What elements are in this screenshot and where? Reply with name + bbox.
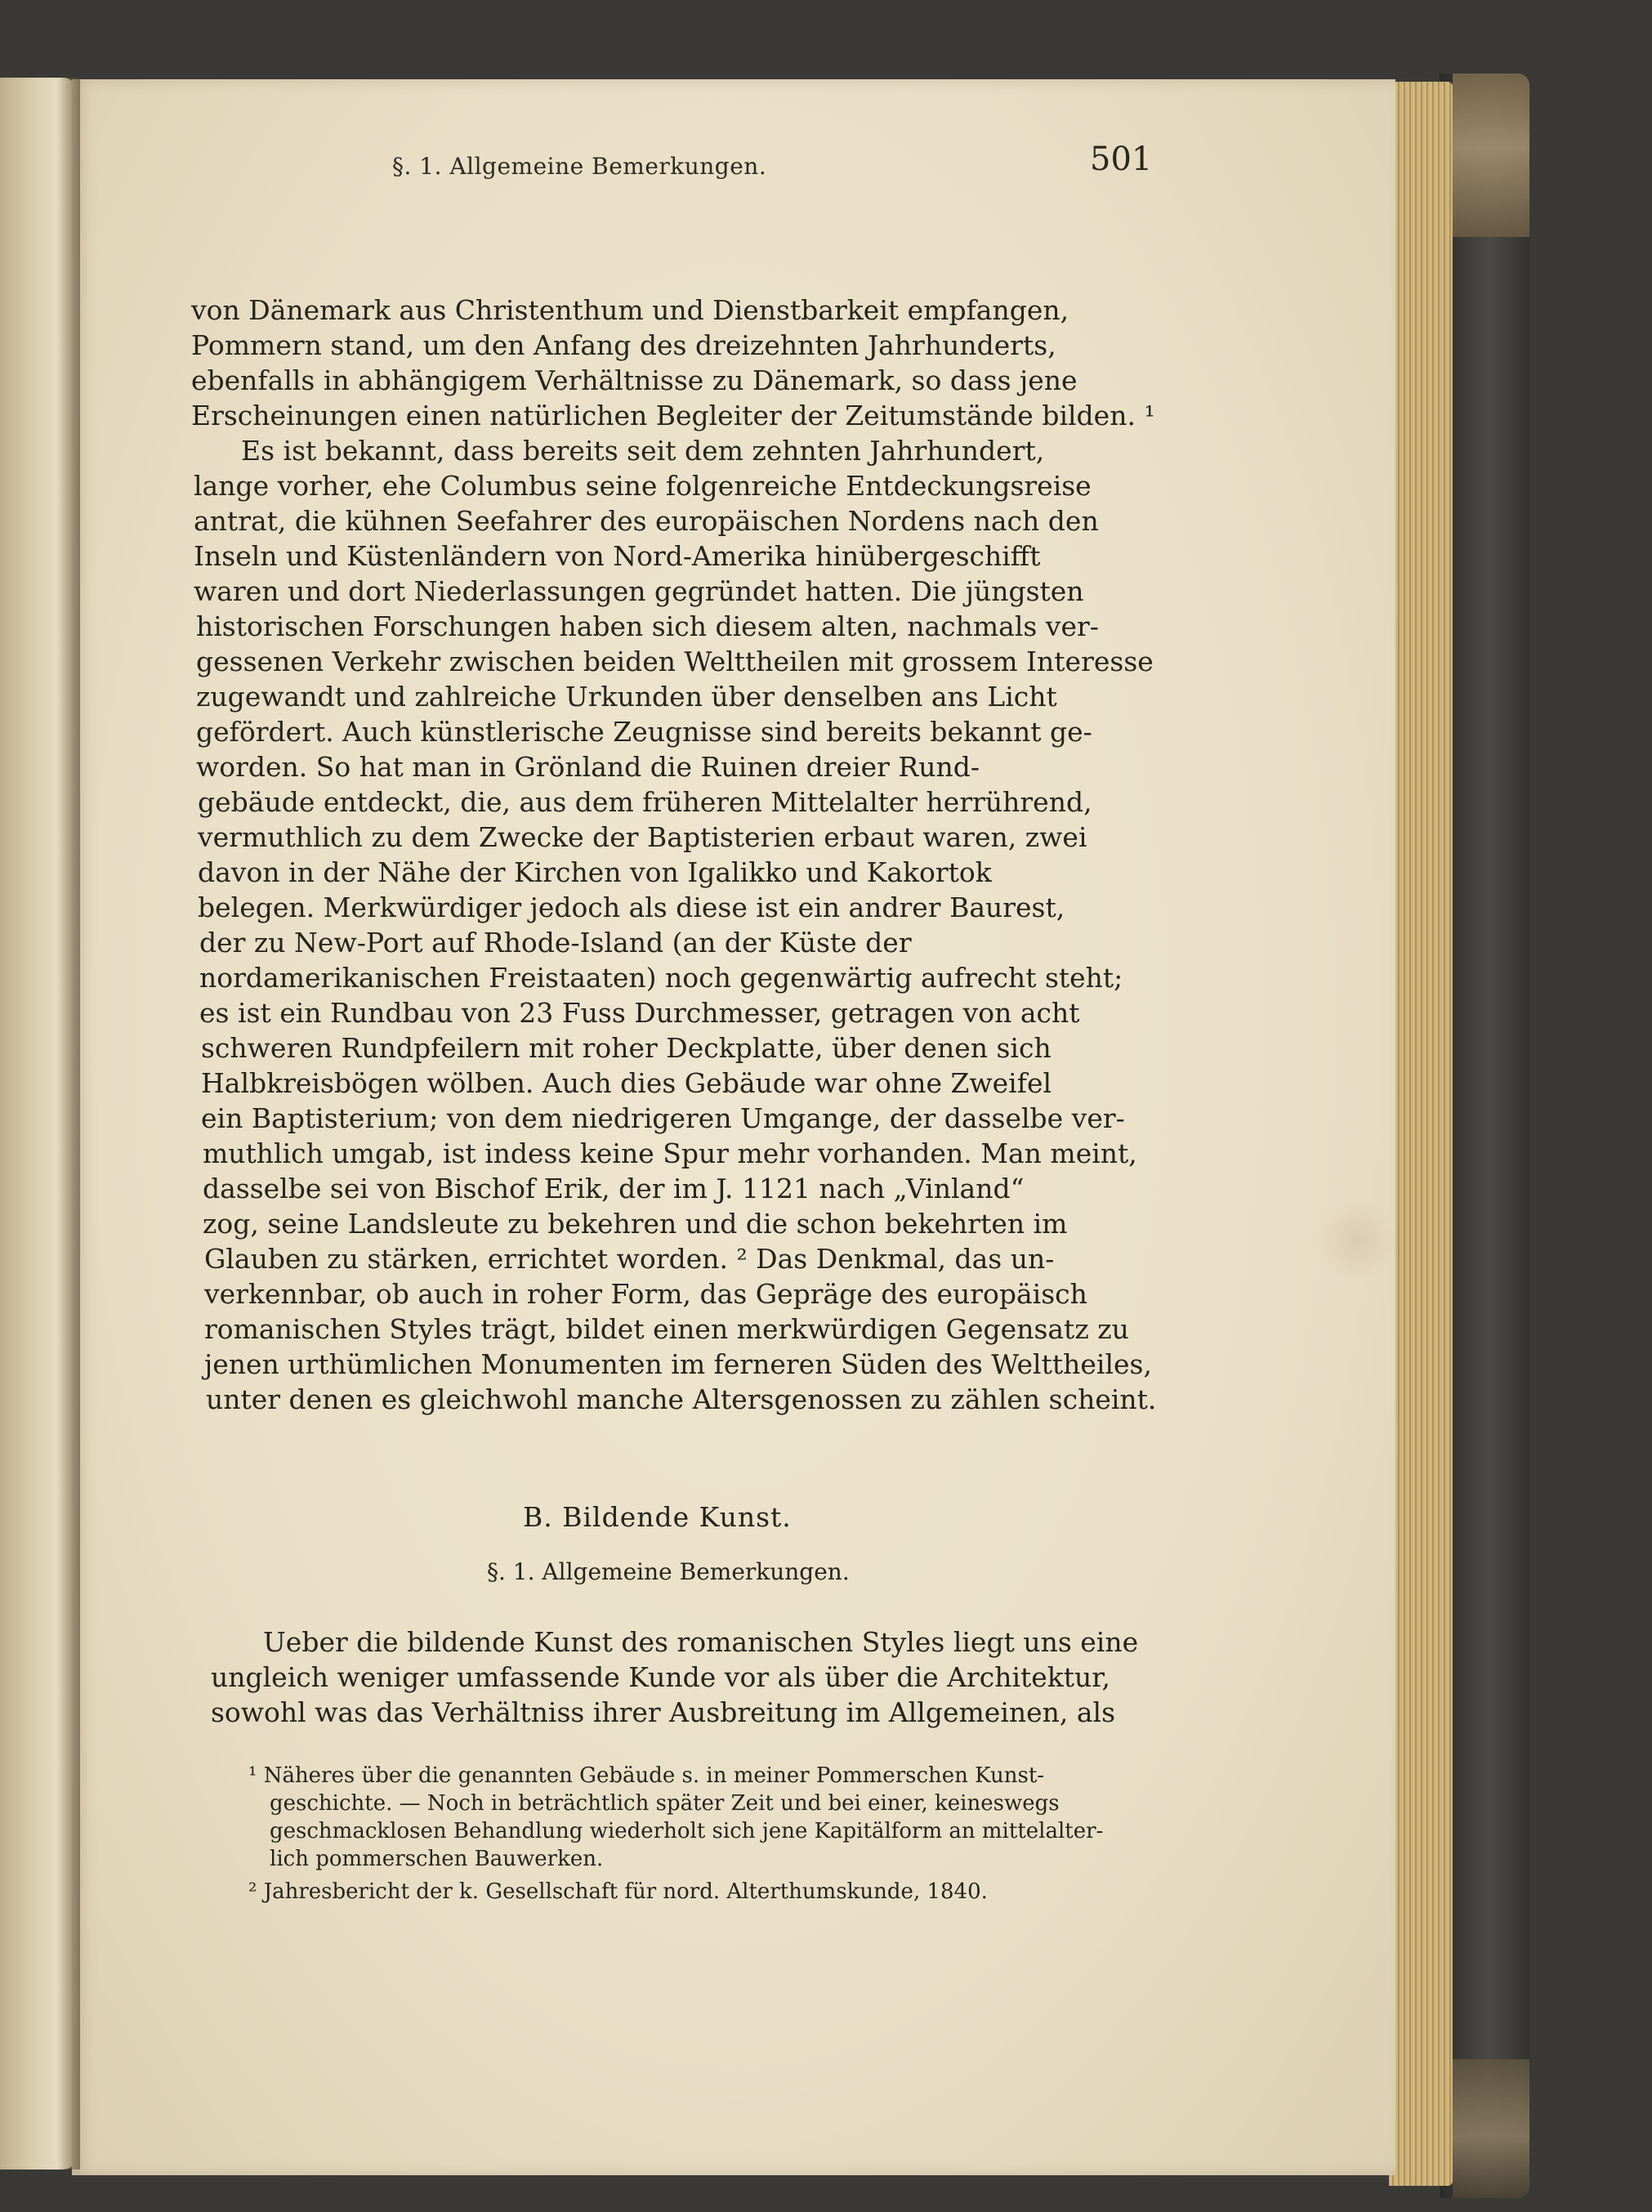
footnote-line: geschichte. — Noch in beträchtlich später Zeit und bei einer, keineswegs [270, 1791, 1060, 1816]
body-line: davon in der Nähe der Kirchen von Igalikko und Kakortok [198, 856, 992, 888]
body-line: romanischen Styles trägt, bildet einen merkwürdigen Gegensatz zu [204, 1313, 1129, 1345]
body-line: Glauben zu stärken, errichtet worden. ² Das Denkmal, das un- [204, 1243, 1055, 1275]
body-line: Es ist bekannt, dass bereits seit dem zehnten Jahrhundert, [241, 435, 1045, 467]
page-number: 501 [1090, 141, 1153, 178]
cover-corner-top [1453, 74, 1529, 237]
body-line: antrat, die kühnen Seefahrer des europäischen Nordens nach den [194, 505, 1099, 537]
body-line: unter denen es gleichwohl manche Altersgenossen zu zählen scheint. [206, 1383, 1157, 1415]
book-gutter [57, 78, 80, 2170]
body-line: belegen. Merkwürdiger jedoch als diese ist ein andrer Baurest, [198, 892, 1065, 923]
body-line: verkennbar, ob auch in roher Form, das Gepräge des europäisch [204, 1278, 1087, 1310]
footnote-line: lich pommerschen Bauwerken. [270, 1847, 604, 1871]
body-line: Erscheinungen einen natürlichen Begleiter der Zeitumstände bilden. ¹ [191, 400, 1155, 431]
body-line: lange vorher, ehe Columbus seine folgenreiche Entdeckungsreise [194, 470, 1092, 502]
body-line: ebenfalls in abhängigem Verhältnisse zu Dänemark, so dass jene [191, 364, 1078, 396]
body-line: gefördert. Auch künstlerische Zeugnisse sind bereits bekannt ge- [196, 716, 1092, 748]
body-line: nordamerikanischen Freistaaten) noch gegenwärtig aufrecht steht; [199, 962, 1123, 994]
section-line: sowohl was das Verhältniss ihrer Ausbreitung im Allgemeinen, als [211, 1696, 1116, 1728]
body-line: historischen Forschungen haben sich diesem alten, nachmals ver- [196, 610, 1099, 642]
body-line: muthlich umgab, ist indess keine Spur mehr vorhanden. Man meint, [203, 1137, 1137, 1169]
body-line: waren und dort Niederlassungen gegründet hatten. Die jüngsten [194, 575, 1084, 607]
body-line: jenen urthümlichen Monumenten im ferneren Süden des Welttheiles, [204, 1348, 1152, 1380]
body-line: zog, seine Landsleute zu bekehren und die schon bekehrten im [203, 1208, 1068, 1240]
body-line: worden. So hat man in Grönland die Ruinen dreier Rund- [196, 751, 980, 783]
section-line: Ueber die bildende Kunst des romanischen Styles liegt uns eine [263, 1626, 1139, 1658]
book-cover [1440, 74, 1529, 2198]
running-title: §. 1. Allgemeine Bemerkungen. [392, 153, 767, 180]
subsection-heading: §. 1. Allgemeine Bemerkungen. [487, 1558, 850, 1585]
body-line: Halbkreisbögen wölben. Auch dies Gebäude war ohne Zweifel [201, 1067, 1052, 1099]
footnote-line: ¹ Näheres über die genannten Gebäude s. in meiner Pommerschen Kunst- [248, 1763, 1045, 1788]
section-heading: B. Bildende Kunst. [523, 1501, 792, 1533]
body-line: Pommern stand, um den Anfang des dreizehnten Jahrhunderts, [191, 329, 1056, 361]
body-line: vermuthlich zu dem Zwecke der Baptisterien erbaut waren, zwei [198, 821, 1087, 853]
page-edges [1389, 82, 1453, 2186]
footnote-line: ² Jahresbericht der k. Gesellschaft für nord. Alterthumskunde, 1840. [248, 1879, 988, 1904]
footnote-line: geschmacklosen Behandlung wiederholt sich jene Kapitälform an mittelalter- [270, 1819, 1104, 1843]
body-line: zugewandt und zahlreiche Urkunden über denselben ans Licht [196, 681, 1057, 713]
body-line: gessenen Verkehr zwischen beiden Welttheilen mit grossem Interesse [196, 646, 1154, 677]
body-line: ein Baptisterium; von dem niedrigeren Umgange, der dasselbe ver- [201, 1102, 1125, 1134]
body-line: dasselbe sei von Bischof Erik, der im J. 1121 nach „Vinland“ [203, 1173, 1025, 1204]
cover-corner-bottom [1453, 2059, 1529, 2198]
body-line: es ist ein Rundbau von 23 Fuss Durchmesser, getragen von acht [199, 997, 1080, 1029]
body-line: von Dänemark aus Christenthum und Dienstbarkeit empfangen, [191, 294, 1069, 326]
body-line: schweren Rundpfeilern mit roher Deckplatte, über denen sich [201, 1032, 1051, 1064]
section-line: ungleich weniger umfassende Kunde vor als über die Architektur, [211, 1661, 1110, 1693]
body-line: gebäude entdeckt, die, aus dem früheren Mittelalter herrührend, [198, 786, 1092, 818]
paper-stain [1311, 1201, 1401, 1279]
body-line: Inseln und Küstenländern von Nord-Amerika hinübergeschifft [194, 540, 1041, 572]
body-line: der zu New-Port auf Rhode-Island (an der Küste der [199, 927, 912, 959]
